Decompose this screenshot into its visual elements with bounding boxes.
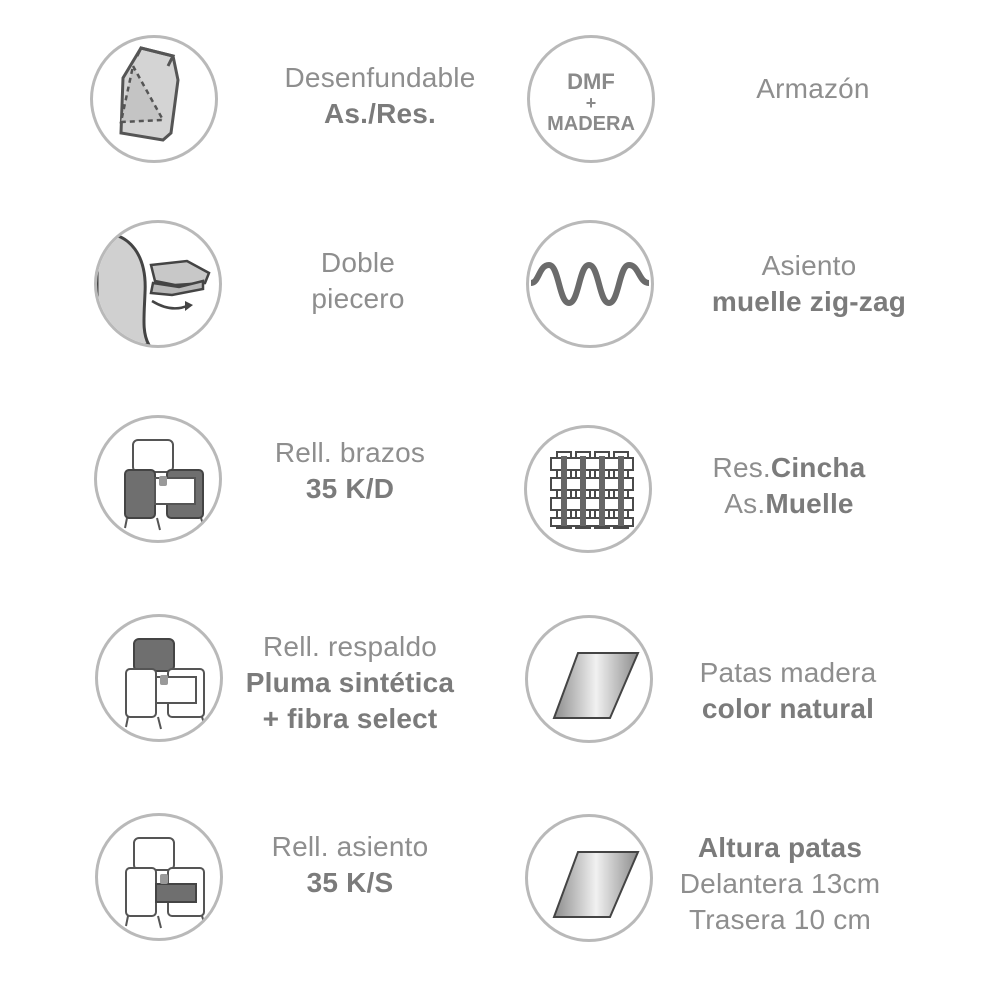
feature-line-bold: As./Res. — [323, 98, 437, 129]
feature-line: Res.Cincha — [712, 452, 866, 483]
armrest-filling-icon — [94, 415, 222, 543]
feature-removable-cover — [0, 10, 500, 160]
feature-line: Delantera 13cm — [679, 868, 881, 899]
feature-line: Armazón — [756, 73, 870, 104]
webbing-spring-icon — [524, 425, 652, 553]
feature-line-bold: color natural — [701, 693, 875, 724]
feature-text — [650, 830, 910, 938]
feature-text — [679, 248, 939, 320]
feature-line-bold: 35 K/D — [305, 473, 395, 504]
feature-line: Patas madera — [699, 657, 877, 688]
feature-line: Desenfundable — [284, 62, 476, 93]
frame-text-plus: + — [585, 93, 597, 113]
frame-text-top: DMF — [567, 69, 615, 94]
seat-filling-icon — [95, 813, 223, 941]
double-footrest-icon — [94, 220, 222, 348]
feature-line: Rell. asiento — [271, 831, 429, 862]
frame-material-icon — [527, 35, 655, 163]
leg-height-icon — [525, 814, 653, 942]
feature-text — [683, 71, 943, 107]
feature-line: Rell. respaldo — [263, 631, 437, 662]
feature-line-bold: 35 K/S — [306, 867, 394, 898]
feature-line: piecero — [311, 283, 405, 314]
feature-seat-filling — [0, 805, 500, 955]
feature-line: Asiento — [761, 250, 857, 281]
zigzag-spring-icon — [526, 220, 654, 348]
feature-text — [220, 829, 480, 901]
feature-webbing — [500, 405, 1000, 555]
feature-frame — [500, 10, 1000, 160]
feature-backrest-filling — [0, 605, 500, 755]
feature-wood-legs — [500, 605, 1000, 755]
backrest-filling-icon — [95, 614, 223, 742]
wood-legs-icon — [525, 615, 653, 743]
feature-armrest-filling — [0, 405, 500, 555]
feature-double-footrest — [0, 200, 500, 350]
feature-leg-height — [500, 805, 1000, 955]
feature-zigzag-spring — [500, 200, 1000, 350]
feature-text — [659, 450, 919, 522]
feature-line: Doble — [320, 247, 396, 278]
removable-cover-icon — [90, 35, 218, 163]
feature-line-bold: muelle zig-zag — [711, 286, 907, 317]
feature-text — [220, 629, 480, 737]
feature-text — [658, 655, 918, 727]
feature-text — [250, 60, 510, 132]
feature-line-bold: Altura patas — [697, 832, 863, 863]
feature-line-bold: + fibra select — [262, 703, 438, 734]
feature-text — [228, 245, 488, 317]
feature-line: Rell. brazos — [274, 437, 426, 468]
feature-text — [220, 435, 480, 507]
feature-line: As.Muelle — [724, 488, 854, 519]
feature-line: Trasera 10 cm — [688, 904, 872, 935]
feature-line-bold: Pluma sintética — [245, 667, 455, 698]
frame-text-bottom: MADERA — [547, 113, 635, 135]
